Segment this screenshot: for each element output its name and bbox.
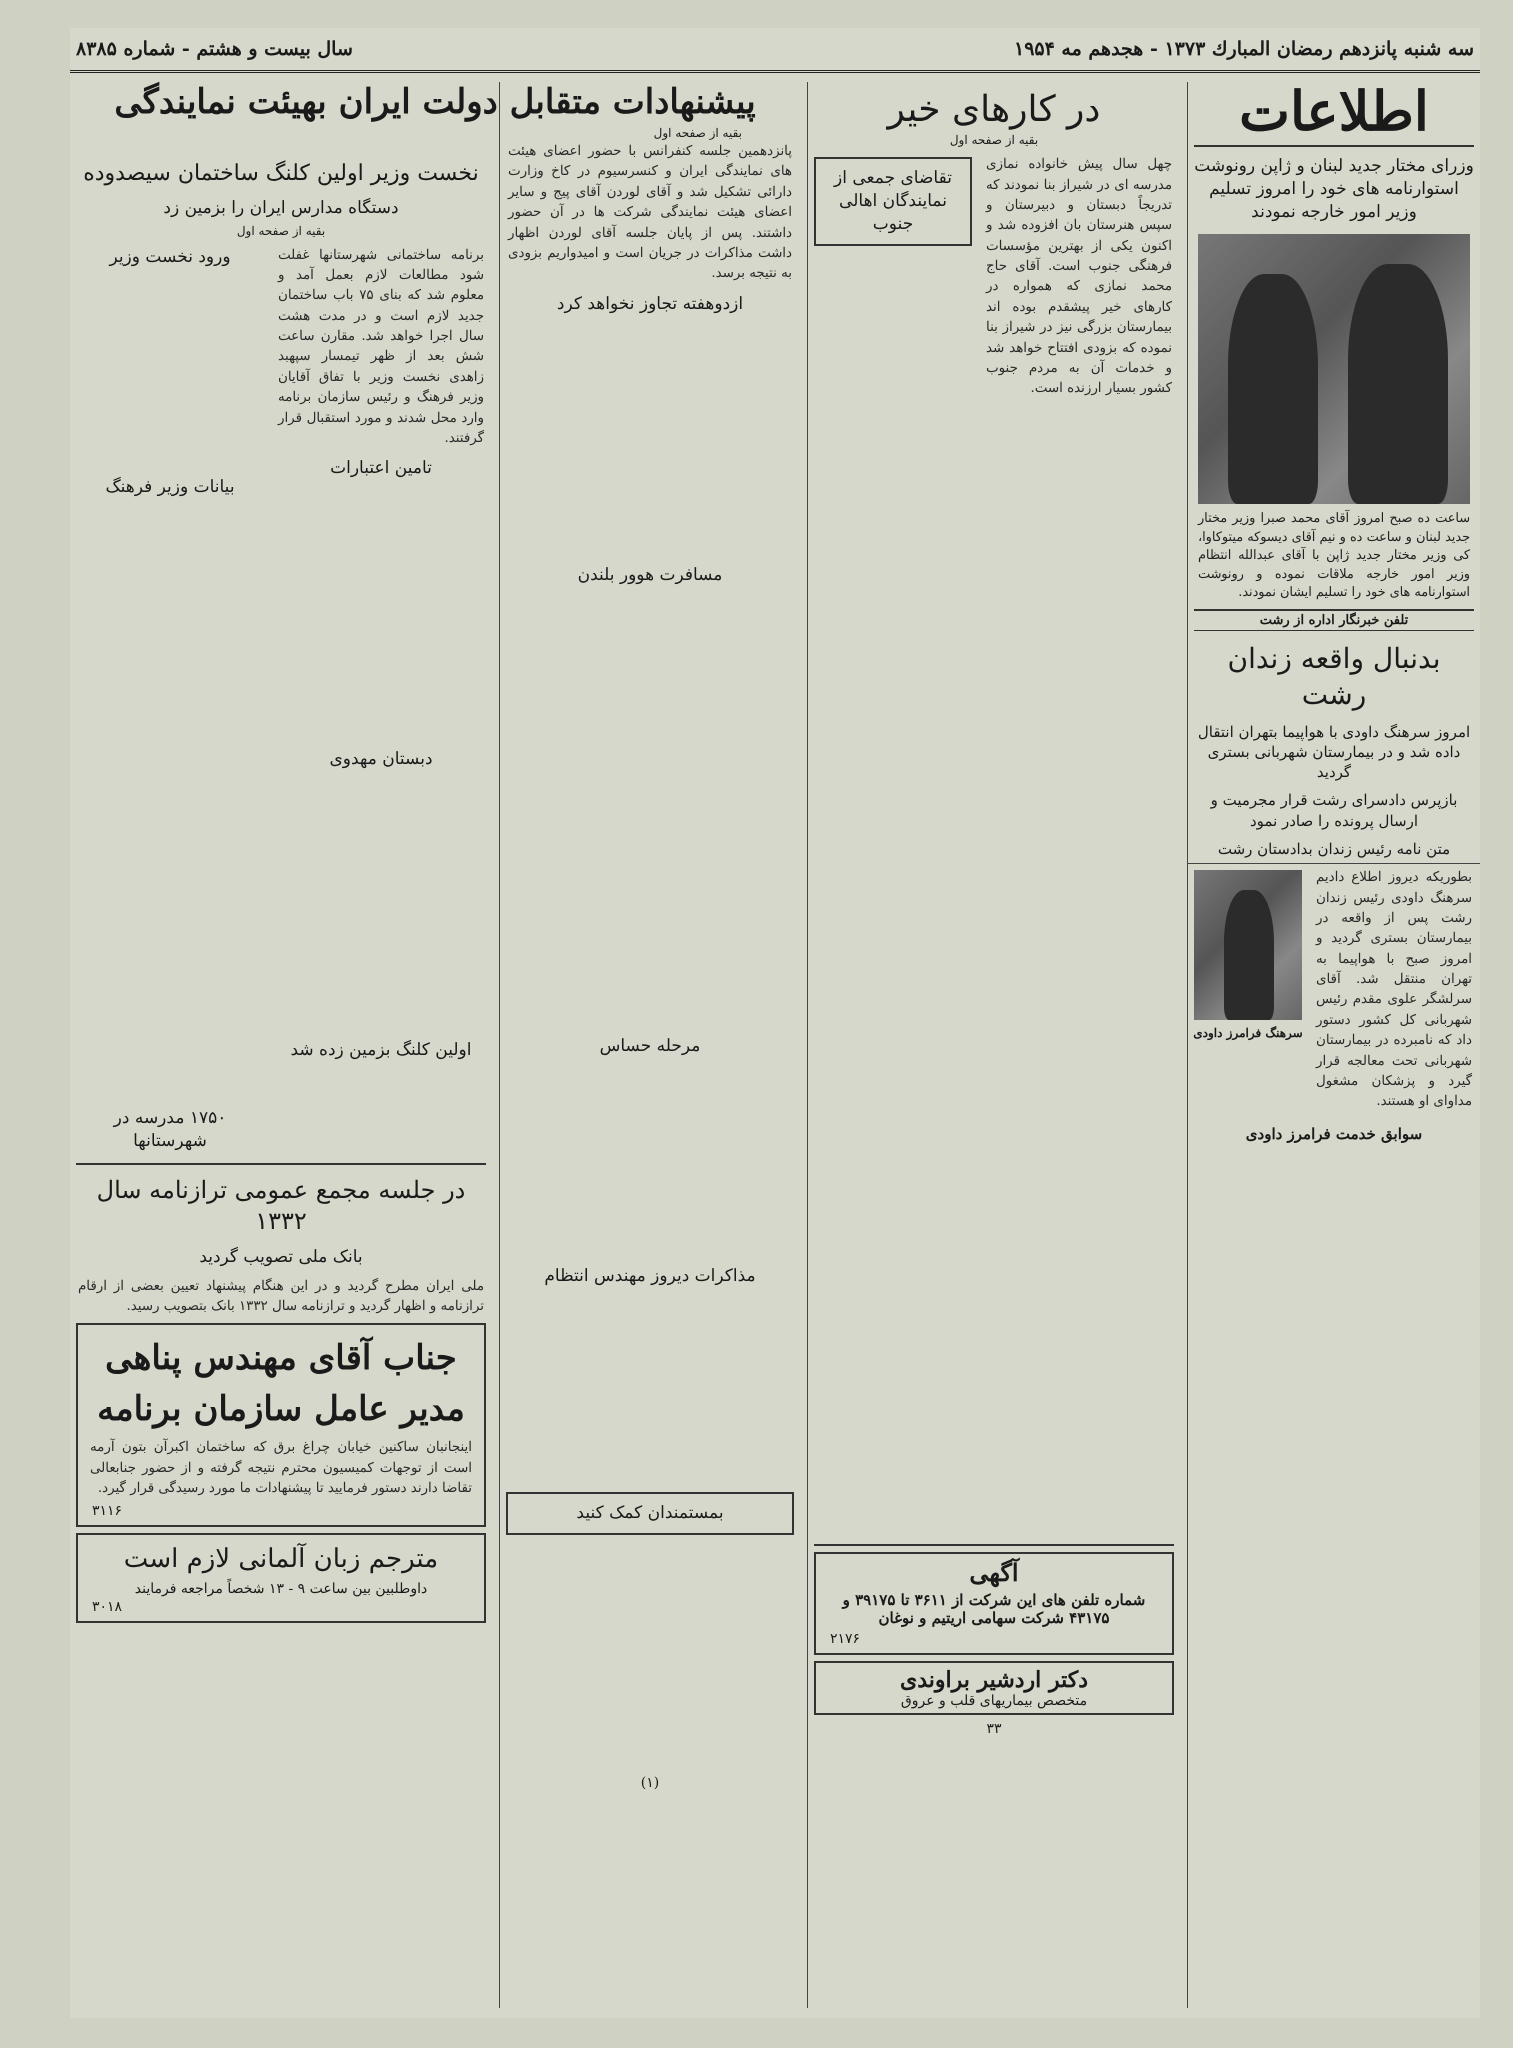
- panahi-ad-title-2: مدیر عامل سازمان برنامه: [97, 1388, 465, 1429]
- school-sub-arrival: ورود نخست وزیر: [109, 246, 231, 267]
- charity-headline: در کارهای خیر: [887, 89, 1101, 130]
- photo-caption: ساعت ده صبح امروز آقای محمد صبرا وزیر مختار جدید لبنان و ساعت ده و نیم آقای دیسوکه میتوکاوا، کی وزیر مختار جدید ژاپن با آقای عبدالله انتظام وزیر امور خارجه ملاقات نموده و رونوشت استوارنامه های خود را تسلیم ایشان نمودند.: [1198, 511, 1470, 601]
- panahi-ad-number: ۳۱۱۶: [92, 1503, 123, 1520]
- panahi-ad: [76, 1323, 486, 1527]
- masthead-bar: [70, 28, 1480, 73]
- column-2: [807, 82, 1180, 2008]
- oil-subhead-3: مرحله حساس: [599, 1035, 701, 1056]
- column-1: [1187, 79, 1480, 2008]
- charity-appeal-head: بمستمندان کمک کنید: [576, 1503, 724, 1524]
- school-continued: بقیه از صفحه اول: [236, 223, 326, 238]
- panahi-ad-text: اینجانبان ساکنین خیابان چراغ برق که ساختمان اکبرآن بتون آرمه است از توجهات کمیسیون محترم نتیجه گرفته و از حضور جنابعالی تقاضا دارند دستور فرمایید تا پیشنهادات ما مورد رسیدگی قرار گیرد.: [90, 1440, 472, 1497]
- translator-ad: [76, 1533, 486, 1623]
- rasht-subhead-3: متن نامه رئیس زندان بدادستان رشت: [1188, 835, 1480, 864]
- school-sub-1750: ۱۷۵۰ مدرسه در شهرستانها: [113, 1108, 227, 1152]
- oil-text: پانزدهمین جلسه کنفرانس با حضور اعضای هیئت های نمایندگی ایران و کنسرسیوم در کاخ وزارت دارائی تشکیل شد و آقای لوردن آقای پیج و سایر اعضای هیئت نمایندگی شرکت ها در آن حضور داشتند. پس از پایان جلسه آقای لوردن اظهار داشت مذاکرات در جریان است و امیدواریم بزودی به نتیجه برسد.: [508, 144, 792, 282]
- doctor-specialty: متخصص بیماریهای قلب و عروق: [900, 1692, 1088, 1709]
- logo: اطلاعات: [1194, 82, 1474, 147]
- figure-right: [1348, 264, 1448, 504]
- oil-subhead-1: ازدوهفته تجاوز نخواهد کرد: [556, 293, 744, 314]
- school-text: برنامه ساختمانی شهرستانها غفلت شود مطالعات لازم بعمل آمد و معلوم شد که بنای ۷۵ باب ساختمان جدید لازم است و در مدت هشت سال اجرا خواهد شد. مقارن ساعت شش بعد از ظهر تیمسار سپهبد زاهدی نخست وزیر با تفاق آقایان وزیر فرهنگ و رئیس سازمان برنامه وارد محل شدند و مورد استقبال قرار گرفتند.: [278, 247, 485, 446]
- page-number-col2: ۳۳: [986, 1720, 1002, 1737]
- charity-continued: بقیه از صفحه اول: [949, 133, 1039, 148]
- south-request-head: تقاضای جمعی از نمایندگان اهالی جنوب: [834, 168, 952, 235]
- figure-left: [1228, 274, 1318, 504]
- issue-line: سال بیست و هشتم - شماره ۸۳۸۵: [76, 38, 353, 60]
- budget-subhead: بانک ملی تصویب گردید: [199, 1246, 363, 1267]
- charity-appeal-box: [506, 1492, 794, 1535]
- lead-headline: وزرای مختار جدید لبنان و ژاپن رونوشت استوارنامه های خود را امروز تسلیم وزیر امور خارجه نمودند: [1194, 156, 1474, 223]
- oil-continued: بقیه از صفحه اول: [653, 126, 742, 140]
- doctor-name: دکتر اردشیر براوندی: [900, 1666, 1088, 1693]
- school-sub-mahdavi: دبستان مهدوی: [329, 749, 433, 770]
- school-headline: نخست وزیر اولین کلنگ ساختمان سیصدوده: [83, 161, 479, 186]
- south-request-box: [814, 157, 972, 246]
- rasht-subhead-1: امروز سرهنگ داودی با هواپیما بتهران انتقال داده شد و در بیمارستان شهربانی بستری گردید: [1197, 722, 1471, 782]
- oil-headline: پیشنهادات متقابل دولت ایران بهیئت نمایندگی: [114, 82, 756, 122]
- panahi-ad-title-1: جناب آقای مهندس پناهی: [105, 1338, 457, 1379]
- ad-heading: آگهی: [969, 1557, 1019, 1587]
- translator-ad-text: داوطلبین بین ساعت ۹ - ۱۳ شخصاً مراجعه فرمایند: [134, 1581, 428, 1598]
- company-ad: [814, 1552, 1174, 1655]
- page-number-col3: (۱): [640, 1775, 660, 1792]
- date-line: سه شنبه پانزدهم رمضان المبارك ۱۳۷۳ - هجدهم مه ۱۹۵۴: [1013, 38, 1474, 60]
- newspaper-page: [70, 28, 1480, 2018]
- translator-ad-title: مترجم زبان آلمانی لازم است: [123, 1544, 439, 1575]
- ad-text: شماره تلفن های این شرکت از ۳۶۱۱ تا ۳۹۱۷۵ و ۴۳۱۷۵ شرکت سهامی اریتیم و نوغان: [842, 1590, 1146, 1627]
- byline: تلفن خبرنگار اداره از رشت: [1194, 609, 1474, 631]
- school-subhead: دستگاه مدارس ایران را بزمین زد: [163, 197, 399, 218]
- school-sub-first-pick: اولین کلنگ بزمین زده شد: [290, 1040, 472, 1061]
- school-sub-minister: بیانات وزیر فرهنگ: [105, 477, 235, 498]
- oil-subhead-4: مذاکرات دیروز مهندس انتظام: [544, 1266, 756, 1287]
- rasht-story-text: بطوریکه دیروز اطلاع دادیم سرهنگ داودی رئیس زندان رشت پس از واقعه در بیمارستان بستری گردید و امروز صبح با هواپیما به تهران منتقل شد. آقای سرلشگر علوی مقدم رئیس شهربانی کل کشور دستور داد که نامبرده در بیمارستان شهربانی تحت معالجه قرار گیرد و پزشکان مشغول مداوای او هستند.: [1316, 870, 1472, 1110]
- portrait-figure: [1224, 890, 1274, 1020]
- portrait-photo: [1194, 870, 1302, 1020]
- budget-text: ملی ایران مطرح گردید و در این هنگام پیشنهاد تعیین بعضی از ارقام ترازنامه و اظهار گردید و ترازنامه سال ۱۳۳۲ بانک بتصویب رسید.: [78, 1278, 484, 1314]
- portrait-caption: سرهنگ فرامرز داودی: [1193, 1026, 1303, 1041]
- rasht-headline: بدنبال واقعه زندان رشت: [1227, 641, 1441, 712]
- column-3: [499, 82, 800, 2008]
- budget-headline: در جلسه مجمع عمومی ترازنامه سال ۱۳۳۲: [96, 1176, 466, 1236]
- service-record-head: سوابق خدمت فرامرز داودی: [1245, 1124, 1423, 1143]
- school-sub-funding: تامین اعتبارات: [330, 458, 432, 479]
- diplomats-photo: [1198, 234, 1470, 504]
- rasht-subhead-2: بازپرس دادسرای رشت قرار مجرمیت و ارسال پرونده را صادر نمود: [1210, 791, 1458, 830]
- oil-subhead-2: مسافرت هوور بلندن: [577, 564, 723, 585]
- ad-number: ۲۱۷۶: [830, 1630, 861, 1647]
- doctor-ad: [814, 1661, 1174, 1715]
- translator-ad-number: ۳۰۱۸: [92, 1599, 123, 1616]
- charity-text: چهل سال پیش خانواده نمازی مدرسه ای در شیراز بنا نمودند که تدریجاً دبستان و دبیرستان و سپس هنرستان بان افزوده شد و اکنون یکی از بهترین مؤسسات فرهنگی جنوب است. آقای حاج محمد نمازی که همواره در کارهای خیر پیشقدم بوده اند بیمارستان بزرگی نیز در شیراز بنا نموده که بزودی افتتاح خواهد شد و خدمات آن به مردم جنوب کشور بسیار ارزنده است.: [986, 157, 1172, 397]
